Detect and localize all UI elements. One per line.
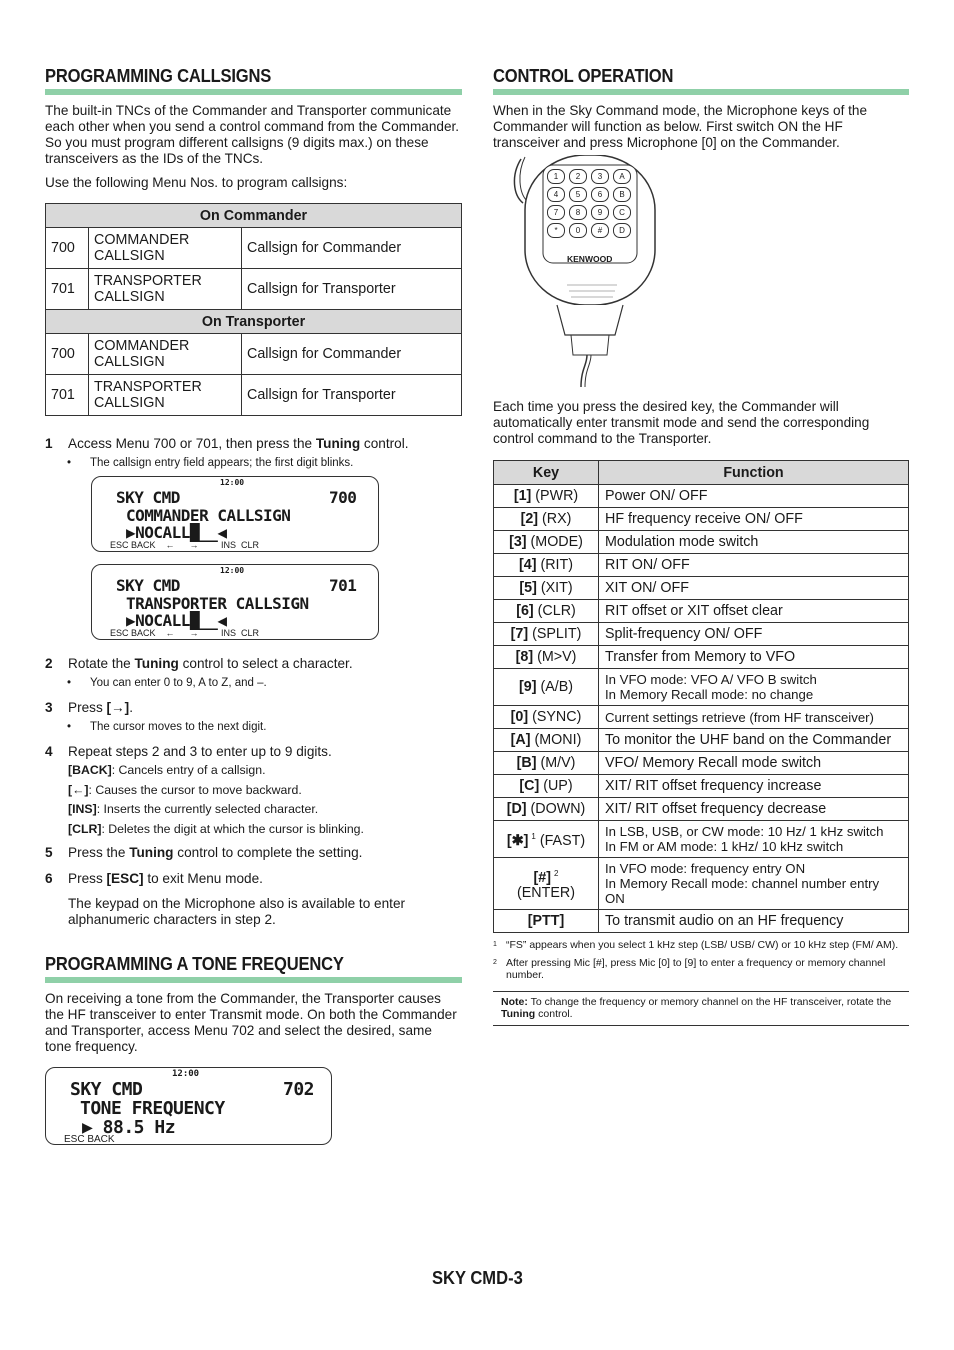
function-cell (599, 531, 909, 554)
section-heading-callsigns: PROGRAMMING CALLSIGNS (45, 66, 272, 86)
key-cell (494, 798, 599, 821)
section-heading-tone: PROGRAMMING A TONE FREQUENCY (45, 954, 344, 974)
lcd-soft-keys: ESC BACK ← → INS CLR (110, 540, 260, 550)
bullet-text: The callsign entry field appears; the first digit blinks. (90, 457, 354, 469)
key-name: (MODE) (526, 534, 583, 550)
step-text-bold: Tuning (315, 436, 361, 451)
table-row (494, 910, 909, 933)
mic-key: D (613, 223, 631, 238)
key-name: (M>V) (533, 649, 577, 665)
key-name: (A/B) (536, 679, 574, 695)
key-cell (494, 821, 599, 858)
function-text: Current settings retrieve (from HF transceiver) (605, 709, 874, 725)
steps-list (45, 436, 462, 928)
key-note-key: [←] (68, 782, 89, 797)
mic-key: 2 (569, 169, 587, 184)
key-note-text: : Cancels entry of a callsign. (111, 763, 266, 777)
menu-no: 701 (46, 269, 89, 310)
step-1 (45, 436, 462, 452)
use-menu-text: Use the following Menu Nos. to program callsigns: (45, 175, 348, 190)
lcd-line-2: COMMANDER CALLSIGN (126, 506, 291, 525)
function-text: In VFO mode: frequency entry ON (605, 861, 806, 876)
function-text: Power ON/ OFF (605, 488, 708, 504)
step-number: 2 (45, 656, 53, 671)
function-text-2: In Memory Recall mode: channel number entry ON (605, 876, 880, 906)
key-name: (MONI) (530, 732, 582, 748)
footnotes (493, 939, 909, 981)
table-row (494, 623, 909, 646)
table-row (494, 531, 909, 554)
note-box (493, 991, 909, 1026)
key-cell (494, 623, 599, 646)
function-cell (599, 508, 909, 531)
key-note-text: : Inserts the currently selected character. (96, 802, 319, 816)
control-intro: When in the Sky Command mode, the Microphone keys of the Commander will function as below. First switch ON the HF transceiver and press Microphone [0] on the Commander. (493, 103, 868, 150)
step-6 (45, 871, 462, 887)
key-name: (CLR) (533, 603, 576, 619)
note-text-end: control. (535, 1008, 573, 1020)
function-cell (599, 752, 909, 775)
menu-no: 700 (46, 334, 89, 375)
lcd-display-702 (45, 1067, 332, 1145)
function-cell (599, 798, 909, 821)
function-text: XIT ON/ OFF (605, 580, 689, 596)
key-name: (RX) (538, 511, 572, 527)
function-text: XIT/ RIT offset frequency increase (605, 778, 822, 794)
mic-key: C (613, 205, 631, 220)
bullet-text: You can enter 0 to 9, A to Z, and –. (90, 677, 267, 689)
step-text-post: control to select a character. (178, 656, 353, 671)
function-cell (599, 600, 909, 623)
heading-rule (45, 977, 462, 983)
step-5 (45, 845, 462, 861)
mic-key: 6 (591, 187, 609, 202)
key-label: [4] (518, 557, 537, 573)
left-column (45, 64, 462, 1145)
function-text: To monitor the UHF band on the Commander (605, 732, 892, 748)
menu-name: TRANSPORTER CALLSIGN (89, 375, 242, 416)
function-text: XIT/ RIT offset frequency decrease (605, 801, 827, 817)
key-label: [9] (518, 679, 537, 695)
right-column (493, 64, 909, 1026)
step-text (68, 845, 362, 861)
step-text-bold: Tuning (134, 656, 179, 671)
mic-key: # (591, 223, 609, 238)
key-cell (494, 910, 599, 933)
menu-desc: Callsign for Commander (242, 228, 462, 269)
function-cell (599, 706, 909, 729)
key-name: (M/V) (536, 755, 576, 771)
function-cell (599, 646, 909, 669)
key-cell (494, 646, 599, 669)
step-text-pre: Press (68, 700, 107, 715)
menu-no: 701 (46, 375, 89, 416)
key-label: [7] (510, 626, 529, 642)
mic-key: 1 (547, 169, 565, 184)
function-cell (599, 729, 909, 752)
function-text: Transfer from Memory to VFO (605, 649, 796, 665)
table-row (494, 600, 909, 623)
key-cell (494, 554, 599, 577)
function-text: Split-frequency ON/ OFF (605, 626, 763, 642)
key-notes (45, 761, 462, 839)
function-text-2: In FM or AM mode: 1 kHz/ 10 kHz switch (605, 839, 844, 854)
mic-key: 7 (547, 205, 565, 220)
lcd-clock: 12:00 (220, 566, 245, 575)
mic-key: B (613, 187, 631, 202)
key-cell (494, 485, 599, 508)
footnote-text: “FS” appears when you select 1 kHz step (LSB/ USB/ CW) or 10 kHz step (FM/ AM). (506, 939, 899, 951)
key-cell (494, 706, 599, 729)
function-text: RIT offset or XIT offset clear (605, 603, 783, 619)
menu-desc: Callsign for Commander (242, 334, 462, 375)
table-row (494, 508, 909, 531)
mic-key: 5 (569, 187, 587, 202)
key-cell (494, 775, 599, 798)
table-row (494, 554, 909, 577)
function-text-2: In Memory Recall mode: no change (605, 687, 814, 702)
mic-key: 4 (547, 187, 565, 202)
step-2 (45, 656, 462, 672)
key-note-key: [BACK] (68, 763, 112, 777)
table-row (494, 775, 909, 798)
table-subheader: On Commander (46, 204, 462, 228)
key-label: [0] (510, 709, 529, 725)
footnote (493, 939, 909, 951)
callsign-menu-table (45, 203, 462, 416)
key-cell (494, 600, 599, 623)
key-label: [#] (533, 869, 552, 886)
table-row (494, 729, 909, 752)
key-cell (494, 752, 599, 775)
lcd-menu-number: 701 (329, 576, 357, 595)
key-cell (494, 858, 599, 910)
key-label: [2] (520, 511, 539, 527)
column-header-key: Key (494, 461, 599, 485)
step-number: 5 (45, 845, 53, 860)
lcd-menu-number: 700 (329, 488, 357, 507)
table-row (494, 485, 909, 508)
key-label: [1] (513, 488, 532, 504)
lcd-line-2: TONE FREQUENCY (80, 1098, 225, 1119)
key-function-rows (494, 485, 909, 933)
key-label: [3] (509, 534, 527, 550)
each-time-text: Each time you press the desired key, the Commander will automatically enter transmit mode and send the corresponding control command to the Transporter. (493, 399, 870, 446)
lcd-display-701 (91, 564, 379, 640)
menu-desc: Callsign for Transporter (242, 269, 462, 310)
function-text: RIT ON/ OFF (605, 557, 690, 573)
key-label: [D] (506, 801, 527, 817)
lcd-clock: 12:00 (220, 478, 245, 487)
function-text: In VFO mode: VFO A/ VFO B switch (605, 672, 817, 687)
step-text-bold: Tuning (129, 845, 174, 860)
key-label: [A] (510, 732, 531, 748)
table-row (494, 646, 909, 669)
key-cell (494, 577, 599, 600)
key-name: (ENTER) (517, 885, 575, 902)
footnote-text: After pressing Mic [#], press Mic [0] to [9] to enter a frequency or memory channel number. (506, 957, 886, 981)
step-text-pre: Access Menu 700 or 701, then press the (68, 436, 316, 451)
key-name: (UP) (539, 778, 573, 794)
table-row (494, 706, 909, 729)
step-text-post: to exit Menu mode. (143, 871, 263, 886)
function-cell (599, 623, 909, 646)
lcd-soft-keys: ESC BACK (64, 1134, 115, 1145)
tone-text: On receiving a tone from the Commander, the Transporter causes the HF transceiver to enter Transmit mode. On both the Commander and Transporter, access Menu 702 and select the desired, same tone frequency. (45, 991, 457, 1054)
mic-key: 3 (591, 169, 609, 184)
step-number: 1 (45, 436, 53, 451)
key-note (45, 781, 462, 801)
step-number: 3 (45, 700, 53, 715)
key-name: (DOWN) (526, 801, 586, 817)
key-label: [C] (519, 778, 540, 794)
function-text: To transmit audio on an HF frequency (605, 913, 844, 929)
lcd-soft-keys: ESC BACK ← → INS CLR (110, 628, 260, 638)
step-text (68, 656, 353, 672)
function-cell (599, 910, 909, 933)
heading-rule (493, 89, 909, 95)
note-text: To change the frequency or memory channel on the HF transceiver, rotate the (527, 996, 892, 1008)
key-note-key: [INS] (68, 802, 97, 816)
step-bullet: • The cursor moves to the next digit. (67, 721, 267, 733)
key-note-text: : Causes the cursor to move backward. (88, 782, 302, 797)
function-text: In LSB, USB, or CW mode: 10 Hz/ 1 kHz switch (605, 824, 884, 839)
mic-key: 0 (569, 223, 587, 238)
table-row (494, 752, 909, 775)
callsigns-intro: The built-in TNCs of the Commander and Transporter communicate each other when you send a control command from the Commander. So you must program different callsigns (9 digits max.) on these transceivers as the IDs of the TNCs. (45, 103, 460, 166)
key-label: [PTT] (527, 913, 565, 929)
column-header-function: Function (599, 461, 909, 485)
section-heading-control: CONTROL OPERATION (493, 66, 674, 86)
mic-key: * (547, 223, 565, 238)
key-cell (494, 729, 599, 752)
key-name: (RIT) (536, 557, 573, 573)
table-row (494, 669, 909, 706)
table-row (46, 269, 462, 310)
key-note (45, 820, 462, 840)
table-subheader: On Transporter (46, 310, 462, 334)
key-note-text: : Deletes the digit at which the cursor is blinking. (101, 821, 364, 836)
function-cell (599, 554, 909, 577)
key-function-table (493, 460, 909, 933)
step-number: 6 (45, 871, 53, 886)
mic-key: 9 (591, 205, 609, 220)
key-cell (494, 669, 599, 706)
function-cell (599, 485, 909, 508)
lcd-display-700 (91, 476, 379, 552)
table-row (46, 334, 462, 375)
mic-key: A (613, 169, 631, 184)
lcd-line-3: ▶ 88.5 Hz (82, 1117, 176, 1138)
footnote-ref: 2 (554, 868, 559, 878)
lcd-clock: 12:00 (172, 1069, 200, 1079)
key-cell (494, 531, 599, 554)
step-text-bold: [ESC] (106, 871, 144, 886)
microphone-illustration (507, 155, 667, 387)
key-name: (XIT) (536, 580, 573, 596)
step-text-pre: Press the (68, 845, 130, 860)
footnote-ref: 1 (531, 832, 536, 842)
note-bold: Tuning (501, 1008, 536, 1020)
heading-rule (45, 89, 462, 95)
step-text: Repeat steps 2 and 3 to enter up to 9 digits. (68, 744, 332, 759)
table-row (494, 798, 909, 821)
lcd-line-3: ▶NOCALL█__◀ (126, 523, 227, 542)
step-bullet: • You can enter 0 to 9, A to Z, and –. (67, 677, 267, 689)
key-name: (FAST) (535, 832, 586, 849)
lcd-line-1: SKY CMD (116, 576, 180, 595)
key-note-key: [CLR] (68, 821, 102, 836)
step-bullet: • The callsign entry field appears; the first digit blinks. (67, 457, 354, 469)
table-row (494, 577, 909, 600)
bullet-text: The cursor moves to the next digit. (90, 721, 267, 733)
step-number: 4 (45, 744, 53, 759)
lcd-line-1: SKY CMD (70, 1079, 143, 1100)
function-cell (599, 669, 909, 706)
key-note (45, 761, 462, 781)
menu-desc: Callsign for Transporter (242, 375, 462, 416)
page-footer: SKY CMD-3 (432, 1268, 523, 1288)
step-text-bold: [→] (106, 700, 130, 715)
function-cell (599, 858, 909, 910)
function-cell (599, 821, 909, 858)
table-row (46, 375, 462, 416)
footnote-mark: 1 (493, 941, 497, 948)
key-name: (PWR) (531, 488, 579, 504)
step-text (68, 436, 409, 452)
note-label: Note: (501, 996, 528, 1008)
step-text-post: control to complete the setting. (173, 845, 363, 860)
key-label: [8] (515, 649, 534, 665)
key-label: [B] (516, 755, 537, 771)
function-cell (599, 577, 909, 600)
step-text-post: control. (360, 436, 409, 451)
key-cell (494, 508, 599, 531)
step-3 (45, 700, 462, 716)
lcd-line-2: TRANSPORTER CALLSIGN (126, 594, 309, 613)
function-text: VFO/ Memory Recall mode switch (605, 755, 822, 771)
table-row (46, 228, 462, 269)
menu-name: COMMANDER CALLSIGN (89, 228, 242, 269)
key-label: [6] (516, 603, 534, 619)
key-label: [5] (519, 580, 537, 596)
function-cell (599, 775, 909, 798)
step-text (68, 700, 133, 716)
step-text (68, 871, 263, 887)
step-text-pre: Rotate the (68, 656, 135, 671)
step-6-extra-text: The keypad on the Microphone also is available to enter alphanumeric characters in step 2. (68, 896, 406, 927)
key-name: (SYNC) (528, 709, 582, 725)
function-text: Modulation mode switch (605, 534, 759, 550)
mic-key: 8 (569, 205, 587, 220)
step-text-post: . (129, 700, 133, 715)
table-row (494, 821, 909, 858)
lcd-line-1: SKY CMD (116, 488, 180, 507)
menu-no: 700 (46, 228, 89, 269)
menu-name: TRANSPORTER CALLSIGN (89, 269, 242, 310)
step-4 (45, 744, 462, 760)
key-label: [✱] (506, 832, 529, 849)
menu-name: COMMANDER CALLSIGN (89, 334, 242, 375)
key-name: (SPLIT) (528, 626, 582, 642)
function-text: HF frequency receive ON/ OFF (605, 511, 803, 527)
lcd-line-3: ▶NOCALL█__◀ (126, 611, 227, 630)
mic-keypad (547, 169, 633, 238)
key-note (45, 800, 462, 820)
lcd-menu-number: 702 (283, 1079, 315, 1100)
footnote (493, 957, 909, 981)
footnote-mark: 2 (493, 959, 497, 966)
step-text-pre: Press (68, 871, 107, 886)
table-row (494, 858, 909, 910)
mic-brand-label: KENWOOD (567, 254, 613, 264)
